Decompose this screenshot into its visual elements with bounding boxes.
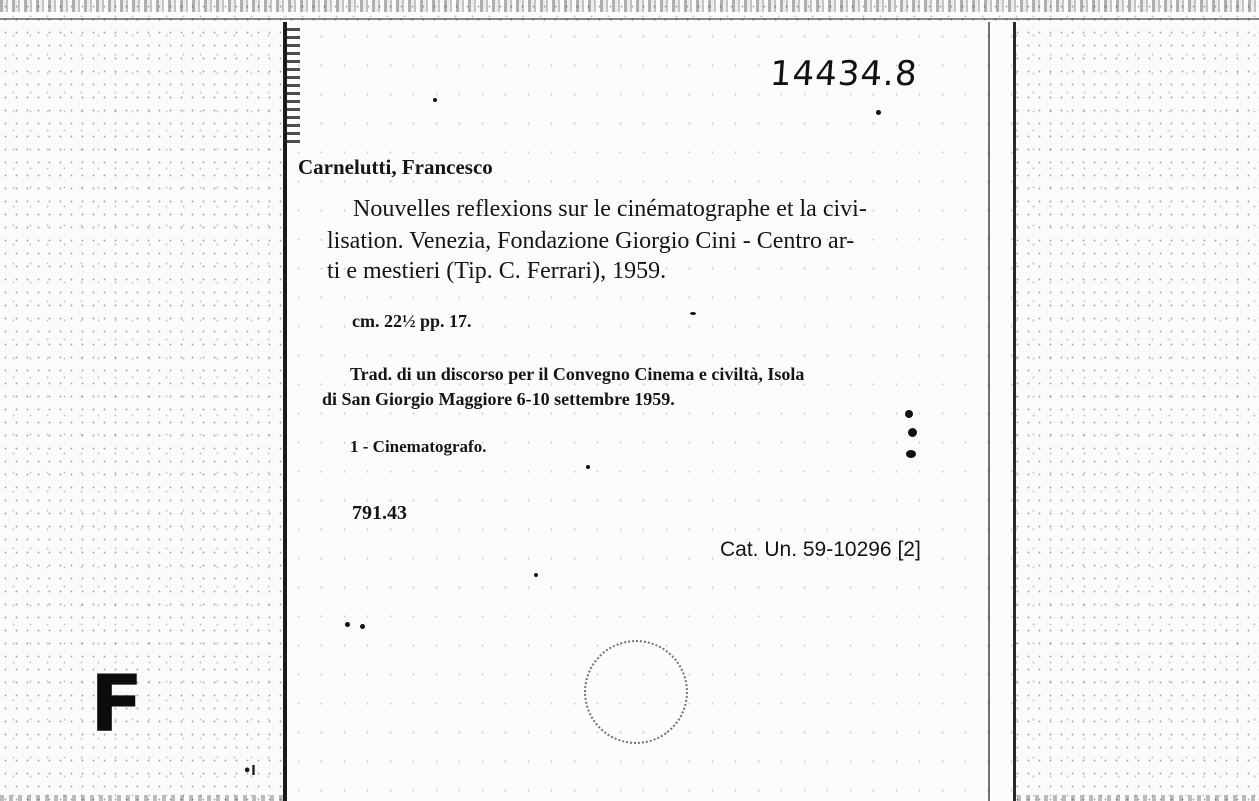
title-line-1: Nouvelles reflexions sur le cinématographe et la civi- [353,196,867,222]
scan-speck [690,312,696,315]
subject-heading: 1 - Cinematografo. [350,437,487,456]
card-right-edge [988,22,990,801]
scan-speck [534,573,538,577]
scan-speck [908,428,917,437]
scan-speck [906,450,916,458]
note-line-1: Trad. di un discorso per il Convegno Cinema e civiltà, Isola [350,364,805,384]
library-stamp [584,640,688,744]
scan-speck [876,110,881,115]
scan-speck [433,98,437,102]
scan-top-edge [0,0,1259,12]
margin-letter: F [90,660,144,750]
scan-speck [586,465,590,469]
card-punch-marks [286,28,300,143]
scan-speck [345,622,350,627]
scan-top-rule [0,18,1259,20]
scan-speck [360,624,365,629]
author-heading: Carnelutti, Francesco [298,155,493,179]
title-line-2: lisation. Venezia, Fondazione Giorgio Cini - Centro ar- [327,228,855,254]
catalog-number: 14434.8 [768,54,920,94]
class-number: 791.43 [352,502,407,524]
margin-mark: •l [243,764,256,779]
note-line-2: di San Giorgio Maggiore 6-10 settembre 1959. [322,389,675,409]
scan-speck [905,410,913,418]
collation: cm. 22½ pp. 17. [352,311,472,331]
lc-card-number: Cat. Un. 59-10296 [2] [720,538,921,561]
title-line-3: ti e mestieri (Tip. C. Ferrari), 1959. [327,258,667,284]
